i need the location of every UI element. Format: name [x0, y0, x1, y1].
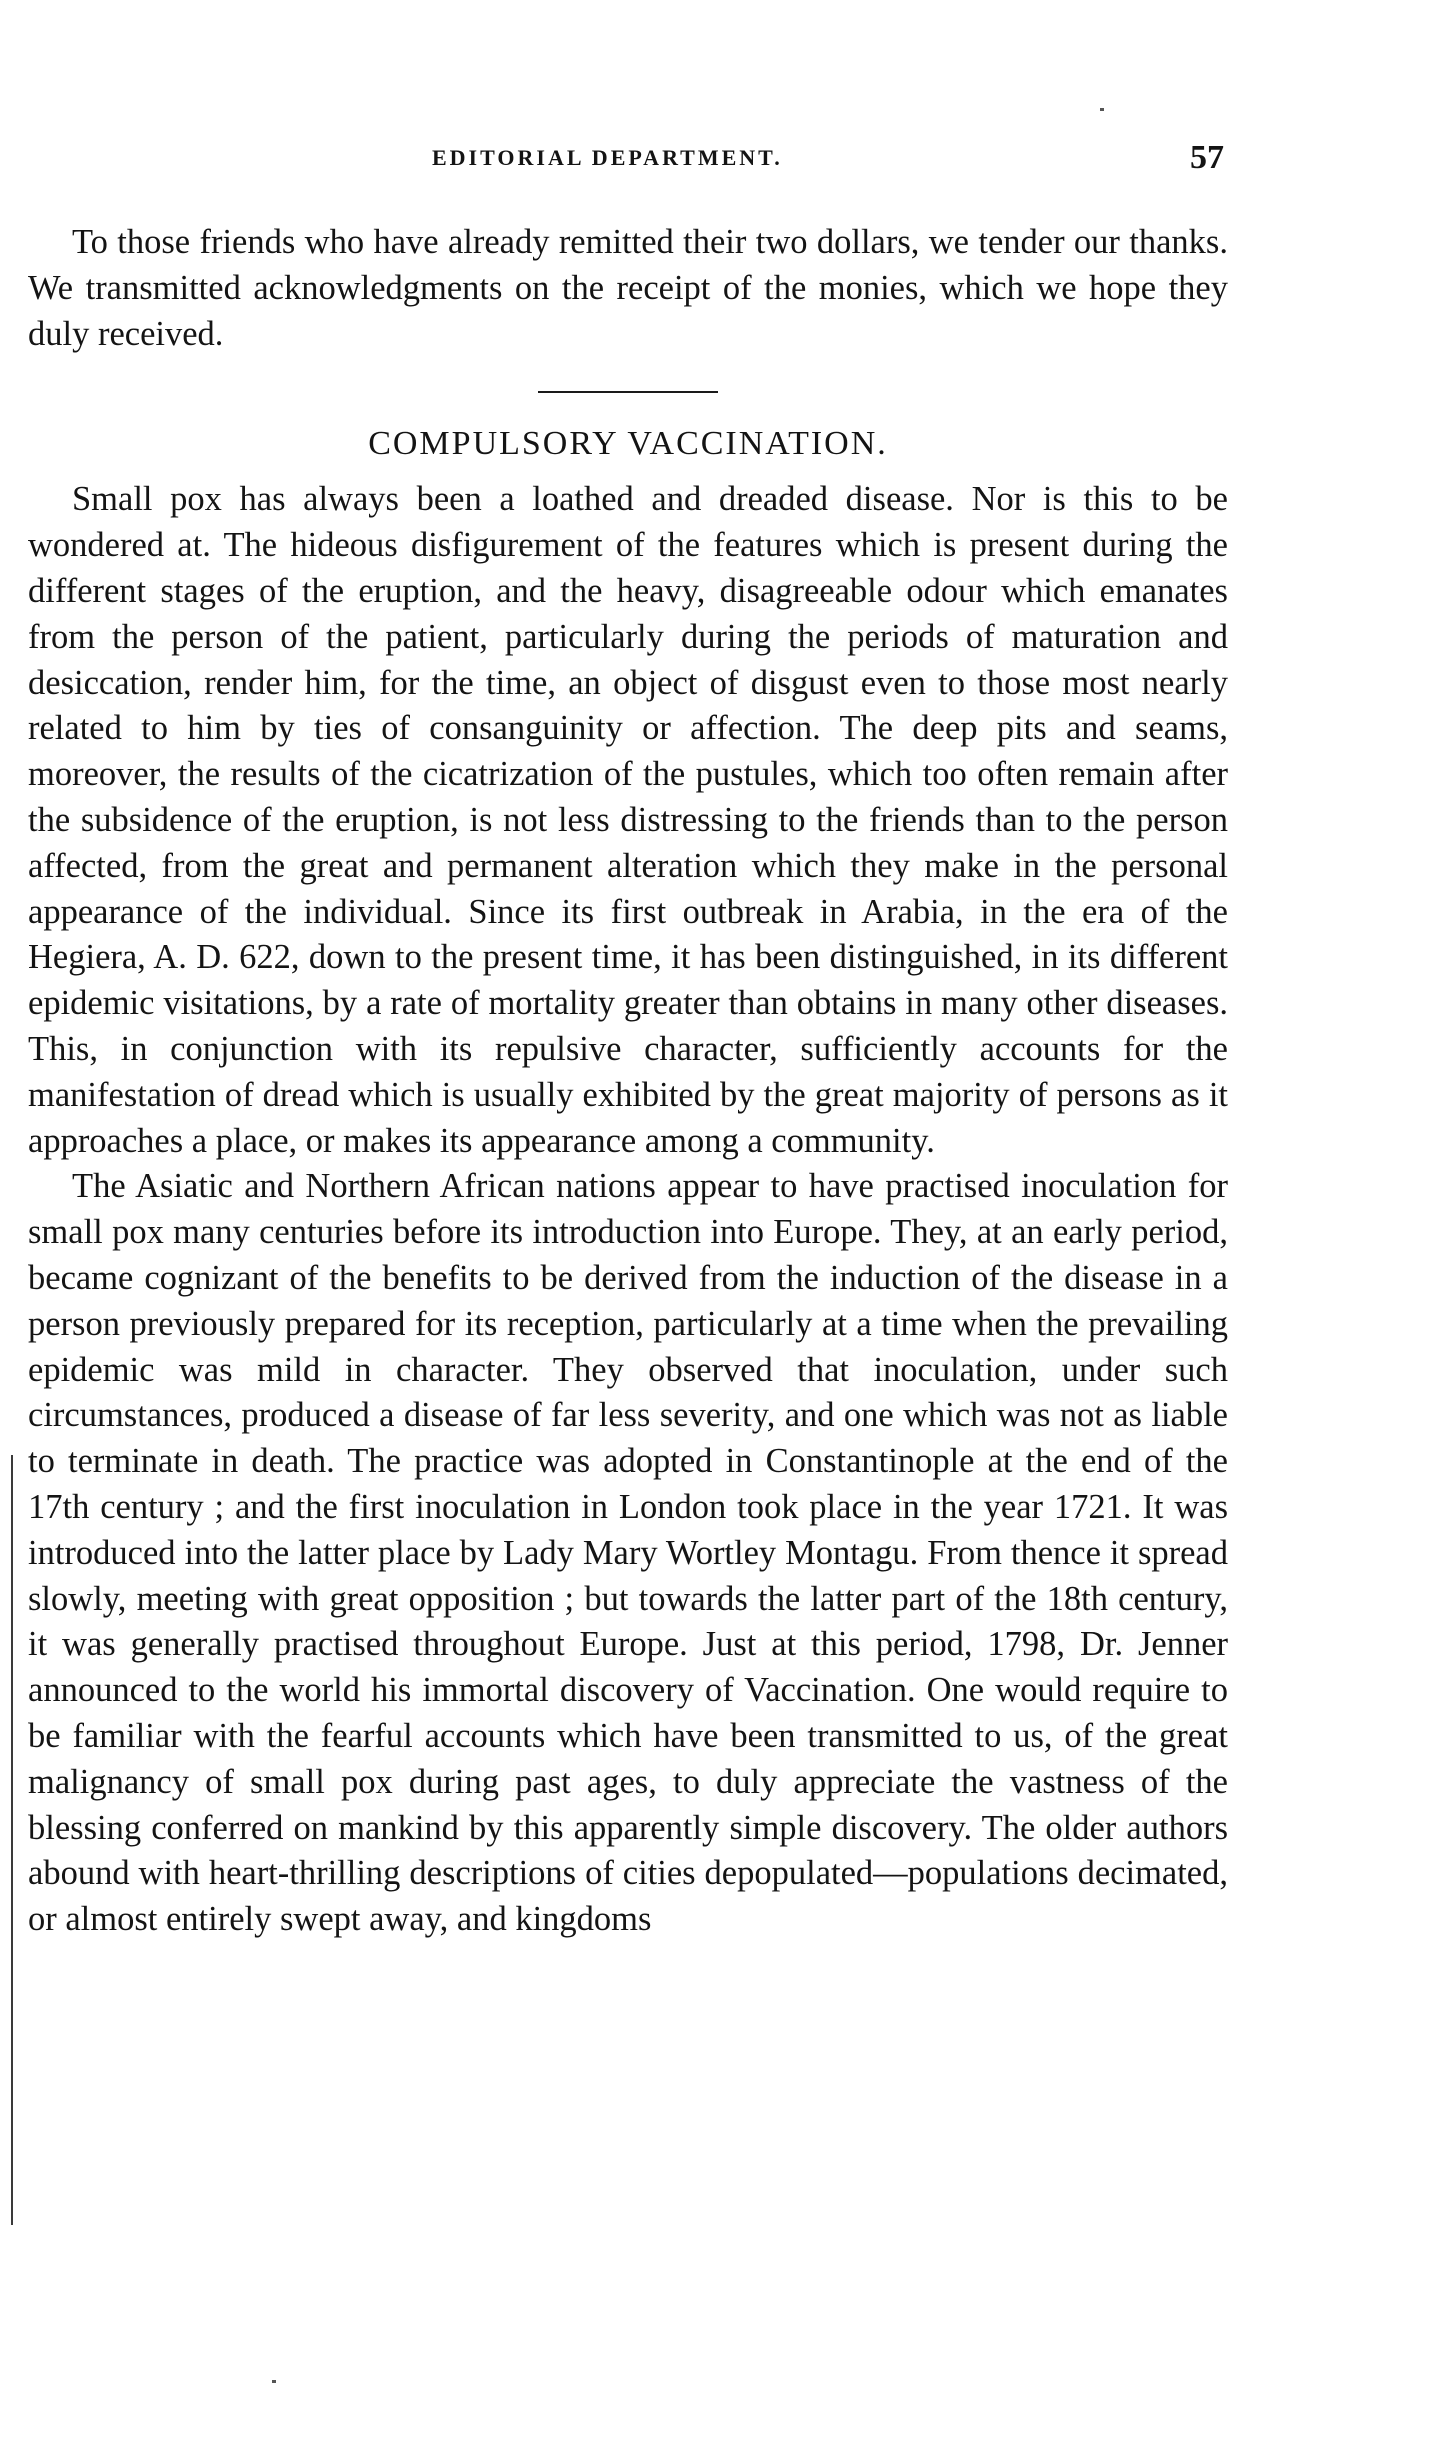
running-head: [0, 139, 1450, 185]
gutter-scan-line: [11, 1455, 13, 2225]
article-paragraph-1: Small pox has always been a loathed and dreaded disease. Nor is this to be wondered at. The hideous disfigurement of the features which is present during the different stages of the eruption, and the heavy, disagreeable odour which emanates from the person of the patient, particularly during the periods of maturation and desiccation, render him, for the time, an object of disgust even to those most nearly related to him by ties of consanguinity or affection. The deep pits and seams, moreover, the results of the cicatrization of the pustules, which too often remain after the subsidence of the eruption, is not less distressing to the friends than to the person affected, from the great and permanent alteration which they make in the personal appearance of the individual. Since its first outbreak in Arabia, in the era of the Hegiera, A. D. 622, down to the present time, it has been distinguished, in its different epidemic visitations, by a rate of mortality greater than obtains in many other diseases. This, in conjunction with its repulsive character, sufficiently accounts for the manifestation of dread which is usually exhibited by the great majority of persons as it approaches a place, or makes its appearance among a community.: [28, 480, 1228, 1160]
section-divider: [538, 391, 718, 393]
article-paragraph-2: The Asiatic and Northern African nations appear to have practised inoculation for small pox many centuries before its introduction into Europe. They, at an early period, became cognizant of the benefits to be derived from the induction of the disease in a person previously prepared for its reception, particularly at a time when the prevailing epidemic was mild in character. They observed that inoculation, under such circumstances, produced a disease of far less severity, and one which was not as liable to terminate in death. The practice was adopted in Constantinople at the end of the 17th century ; and the first inoculation in London took place in the year 1721. It was introduced into the latter place by Lady Mary Wortley Montagu. From thence it spread slowly, meeting with great opposition ; but towards the latter part of the 18th century, it was generally practised throughout Europe. Just at this period, 1798, Dr. Jenner announced to the world his immortal discovery of Vaccination. One would require to be familiar with the fearful accounts which have been transmitted to us, of the great malignancy of small pox during past ages, to duly appreciate the vastness of the blessing conferred on mankind by this apparently simple discovery. The older authors abound with heart-thrilling descriptions of cities depopulated—populations decimated, or almost entirely swept away, and kingdoms: [28, 1167, 1228, 1939]
page-number: 57: [1190, 139, 1224, 176]
notice-paragraph: To those friends who have already remitted their two dollars, we tender our thanks. We transmitted acknowledgments on the receipt of the monies, which we hope they duly received.: [28, 223, 1228, 353]
text-block: [28, 220, 1228, 1943]
scan-speck: [1100, 108, 1104, 111]
running-title: EDITORIAL DEPARTMENT.: [432, 145, 783, 170]
article-title: COMPULSORY VACCINATION.: [368, 425, 888, 463]
scan-speck: [272, 2380, 276, 2383]
